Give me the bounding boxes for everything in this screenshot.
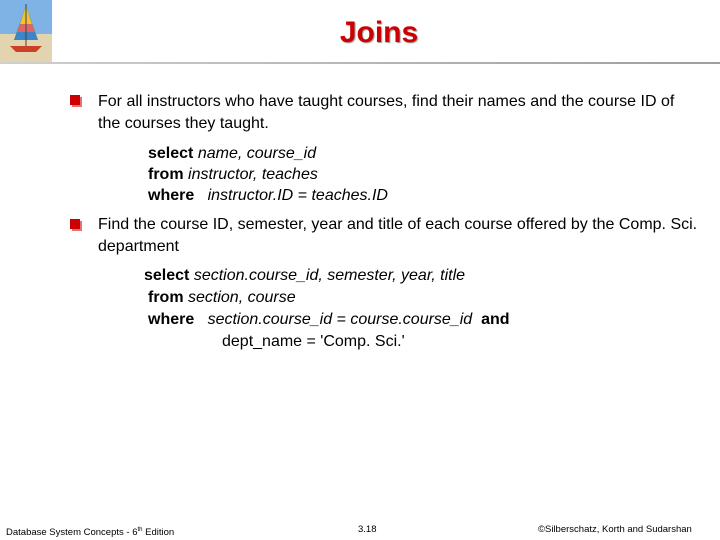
- query-1-where-line: where instructor.ID = teaches.ID: [148, 187, 388, 204]
- bullet-text-1: For all instructors who have taught courses, find their names and the course ID of the courses they taught.: [98, 93, 675, 132]
- bullet-square-icon: [70, 95, 84, 109]
- query-1-from-line: from instructor, teaches: [148, 166, 318, 183]
- query-2-where-line: where section.course_id = course.course_id and: [148, 311, 510, 328]
- query-2-select-line: select section.course_id, semester, year, title: [144, 267, 466, 284]
- bullet-text-2: Find the course ID, semester, year and title of each course offered by the Comp. Sci. department: [98, 216, 698, 255]
- footer-copyright: ©Silberschatz, Korth and Sudarshan: [538, 524, 692, 535]
- query-2-from-line: from section, course: [148, 289, 296, 306]
- query-1-select-line: select name, course_id: [148, 145, 317, 162]
- slide-title: Joins: [339, 16, 419, 49]
- footer-page-number: 3.18: [358, 524, 377, 535]
- footer-book-title: Database System Concepts - 6th Edition: [6, 527, 175, 539]
- query-2-condition-line: dept_name = 'Comp. Sci.': [222, 333, 405, 350]
- title-divider: [0, 62, 720, 64]
- bullet-square-icon: [70, 219, 84, 233]
